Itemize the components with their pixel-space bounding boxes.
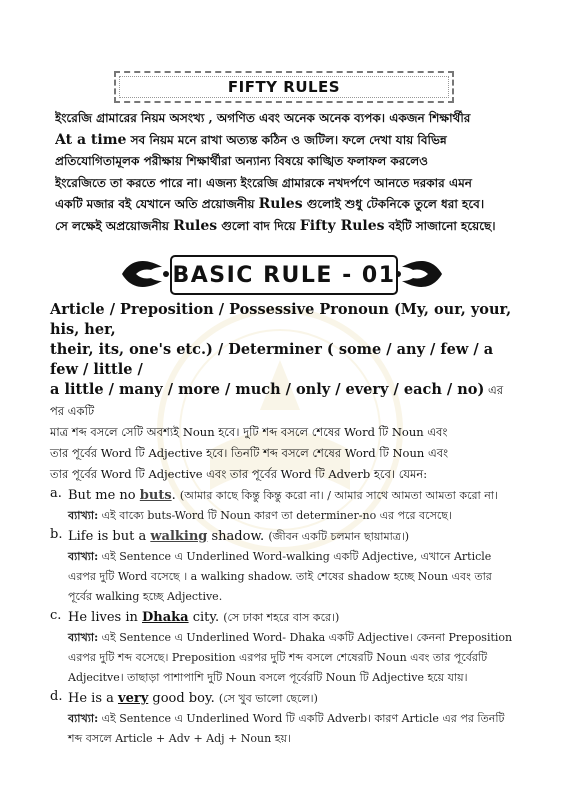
explanation-text: এই Sentence এ Underlined Word-walking একটি Adjective, এখানে Article এরপর দুটি Word বসেছে । a walking shadow. তাই শেষের shadow হচ্ছে Noun এবং তার পূর্বের walking হচ্ছে Adjective. xyxy=(68,550,492,603)
underlined-word: very xyxy=(118,691,149,706)
item-marker: a. xyxy=(50,486,62,501)
lead-line-3 xyxy=(50,380,518,422)
intro-line-2 xyxy=(55,130,517,152)
intro-line-6 xyxy=(55,216,517,238)
rule-heading: BASIC RULE - 01 xyxy=(172,262,396,288)
item-marker: c. xyxy=(50,608,62,623)
underlined-word: walking xyxy=(150,529,208,544)
intro-line-6-a: সে লক্ষেই অপ্রয়োজনীয় xyxy=(55,218,174,233)
item-marker: d. xyxy=(50,689,63,704)
intro-at-a-time: At a time xyxy=(55,131,127,148)
example-sentence xyxy=(68,486,518,506)
translation-note: (আমার কাছে কিন্তু কিন্তু করো না। / আমার সাথে আমতা আমতা করো না। xyxy=(179,489,498,502)
intro-fifty-rules: Fifty Rules xyxy=(299,217,385,234)
item-marker: b. xyxy=(50,527,63,542)
page-title: FIFTY RULES xyxy=(227,78,341,96)
explanation xyxy=(68,506,518,526)
sentence-post: shadow. xyxy=(207,529,269,544)
intro-line-6-b: গুলো বাদ দিয়ে xyxy=(217,218,300,233)
explanation-header: ব্যাখ্যা: xyxy=(68,712,99,725)
example-item-a xyxy=(50,486,518,526)
sentence-post: good boy. xyxy=(148,691,219,706)
intro-line-3: প্রতিযোগিতামূলক পরীক্ষায় শিক্ষার্থীরা অন্যান্য বিষয়ে কাঙ্খিত ফলাফল করলেও xyxy=(55,154,428,168)
explanation-header: ব্যাখ্যা: xyxy=(68,550,99,563)
example-sentence xyxy=(68,608,518,628)
lead-line-3-bold: a little / many / more / much / only / every / each / no) xyxy=(50,381,485,398)
lead-line-2: their, its, one's etc.) / Determiner ( some / any / few / a few / little / xyxy=(50,341,494,378)
intro-line-5 xyxy=(55,194,517,216)
explanation-text: এই Sentence এ Underlined Word টি একটি Adverb। কারণ Article এর পর তিনটি শব্দ বসলে Article + Adv + Adj + Noun হয়। xyxy=(68,712,505,745)
lead-line-6: তার পূর্বের Word টি Adjective এবং তার পূর্বের Word টি Adverb হবে। যেমন: xyxy=(50,467,428,481)
example-item-b xyxy=(50,527,518,607)
intro-rules-1: Rules xyxy=(258,196,303,212)
sentence-pre: He is a xyxy=(68,691,119,706)
intro-line-1: ইংরেজি গ্রামারের নিয়ম অসংখ্য , অগণিত এবং অনেক অনেক ব্যপক। একজন শিক্ষার্থীর xyxy=(55,111,471,125)
rule-body xyxy=(50,300,518,749)
explanation xyxy=(68,628,518,688)
underlined-word: buts xyxy=(139,488,172,503)
translation-note: (সে খুব ভালো ছেলে।) xyxy=(218,692,318,705)
intro-rules-2: Rules xyxy=(173,217,218,234)
intro-line-4: ইংরেজিতে তা করতে পারে না। এজন্য ইংরেজি গ্রামারকে নখদর্পণে আনতে দরকার এমন xyxy=(55,175,472,190)
intro-line-2-rest: সব নিয়ম মনে রাখা অত্যন্ত কঠিন ও জটিল। ফলে দেখা যায় বিভিন্ন xyxy=(126,132,447,147)
intro-paragraph xyxy=(55,108,517,237)
intro-line-5-a: একটি মজার বই যেখানে অতি প্রয়োজনীয় xyxy=(55,197,259,211)
explanation xyxy=(68,547,518,607)
sentence-post: . xyxy=(171,488,180,503)
intro-line-5-b: গুলোই শুধু টেকনিকে তুলে ধরা হবে। xyxy=(302,197,485,211)
sentence-post: city. xyxy=(188,610,224,625)
explanation-header: ব্যাখ্যা: xyxy=(68,631,99,644)
example-sentence xyxy=(68,527,518,547)
sentence-pre: Life is but a xyxy=(68,529,151,544)
explanation-text: এই Sentence এ Underlined Word- Dhaka একটি Adjective। কেননা Preposition এরপর দুটি শব্দ বসেছে। Preposition এরপর দুটি শব্দ বসলে শেষেরটি Noun এবং তার পূর্বেরটি Adjecitve। তাছাড়া পাশাপাশি দুটি Noun বসলে পূর্বেরটি Noun টি Adjective হয়ে যায়। xyxy=(68,631,513,684)
intro-line-6-c: বইটি সাজানো হয়েছে। xyxy=(384,218,496,233)
title-box xyxy=(114,71,454,103)
sentence-pre: He lives in xyxy=(68,610,142,625)
lead-line-4: মাত্র শব্দ বসলে সেটি অবশ্যই Noun হবে। দুটি শব্দ বসলে শেষের Word টি Noun এবং xyxy=(50,425,448,439)
lead-line-3-rest: এর পর একটি xyxy=(50,383,504,418)
rule-heading-box xyxy=(170,255,398,295)
sentence-pre: But me no xyxy=(68,488,140,503)
underlined-word: Dhaka xyxy=(141,610,189,625)
lead-line-5: তার পূর্বের Word টি Adjective হবে। তিনটি শব্দ বসলে শেষের Word টি Noun এবং xyxy=(50,446,449,460)
example-sentence xyxy=(68,689,518,709)
translation-note: (সে ঢাকা শহরে বাস করে।) xyxy=(223,611,340,624)
explanation-header: ব্যাখ্যা: xyxy=(68,509,99,522)
example-item-c xyxy=(50,608,518,688)
explanation xyxy=(68,709,518,749)
rule-banner xyxy=(118,253,446,295)
translation-note: (জীবন একটি চলমান ছায়ামাত্র।) xyxy=(268,530,410,543)
explanation-text: এই বাক্যে buts-Word টি Noun কারণ তা determiner-no এর পরে বসেছে। xyxy=(98,509,452,522)
example-item-d xyxy=(50,689,518,749)
lead-line-1: Article / Preposition / Possessive Pronoun (My, our, your, his, her, xyxy=(50,301,512,338)
